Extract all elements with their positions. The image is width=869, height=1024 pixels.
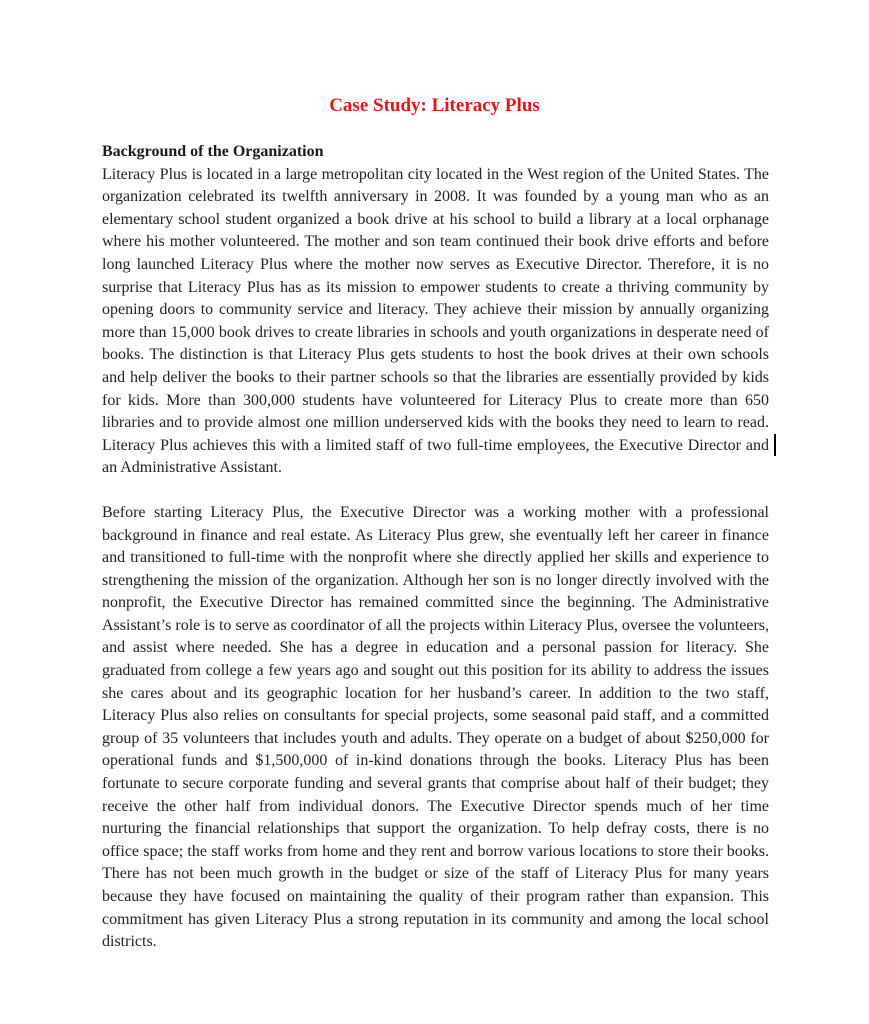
paragraph-background: Literacy Plus is located in a large metropolitan city located in the West region of the United States. The organization celebrated its twelfth anniversary in 2008. It was founded by a young man who as an elementary school student organized a book drive at his school to build a library at a local orphanage where his mother volunteered. The mother and son team continued their book drive efforts and before long launched Literacy Plus where the mother now serves as Executive Director. Therefore, it is no surprise that Literacy Plus has as its mission to empower students to create a thriving community by opening doors to community service and literacy. They achieve their mission by annually organizing more than 15,000 book drives to create libraries in schools and youth organizations in desperate need of books. The distinction is that Literacy Plus gets students to host the book drives at their own schools and help deliver the books to their partner schools so that the libraries are essentially provided by kids for kids. More than 300,000 students have volunteered for Literacy Plus to create more than 650 libraries and to provide almost one million underserved kids with the books they need to learn to read. Literacy Plus achieves this with a limited staff of two full-time employees, the Executive Director and an Administrative Assistant. — [102, 165, 769, 477]
text-cursor — [774, 434, 776, 456]
section-heading: Background of the Organization — [102, 143, 324, 160]
document-body[interactable] — [102, 141, 769, 954]
document-title: Case Study: Literacy Plus — [329, 95, 540, 116]
paragraph-staff-and-budget: Before starting Literacy Plus, the Executive Director was a working mother with a professional background in finance and real estate. As Literacy Plus grew, she eventually left her career in finance and transitioned to full-time with the nonprofit where she directly applied her skills and experience to strengthening the mission of the organization. Although her son is no longer directly involved with the nonprofit, the Executive Director has remained committed since the beginning. The Administrative Assistant’s role is to serve as coordinator of all the projects within Literacy Plus, oversee the volunteers, and assist where needed. She has a degree in education and a personal passion for literacy. She graduated from college a few years ago and sought out this position for its ability to address the issues she cares about and its geographic location for her husband’s career. In addition to the two staff, Literacy Plus also relies on consultants for special projects, some seasonal paid staff, and a committed group of 35 volunteers that includes youth and adults. They operate on a budget of about $250,000 for operational funds and $1,500,000 of in-kind donations through the books. Literacy Plus has been fortunate to secure corporate funding and several grants that comprise about half of their budget; they receive the other half from individual donors. The Executive Director spends much of her time nurturing the financial relationships that support the organization. To help defray costs, there is no office space; the staff works from home and they rent and borrow various locations to store their books. There has not been much growth in the budget or size of the staff of Literacy Plus for many years because they have focused on maintaining the quality of their program rather than expansion. This commitment has given Literacy Plus a strong reputation in its community and among the local school districts. — [102, 503, 769, 951]
